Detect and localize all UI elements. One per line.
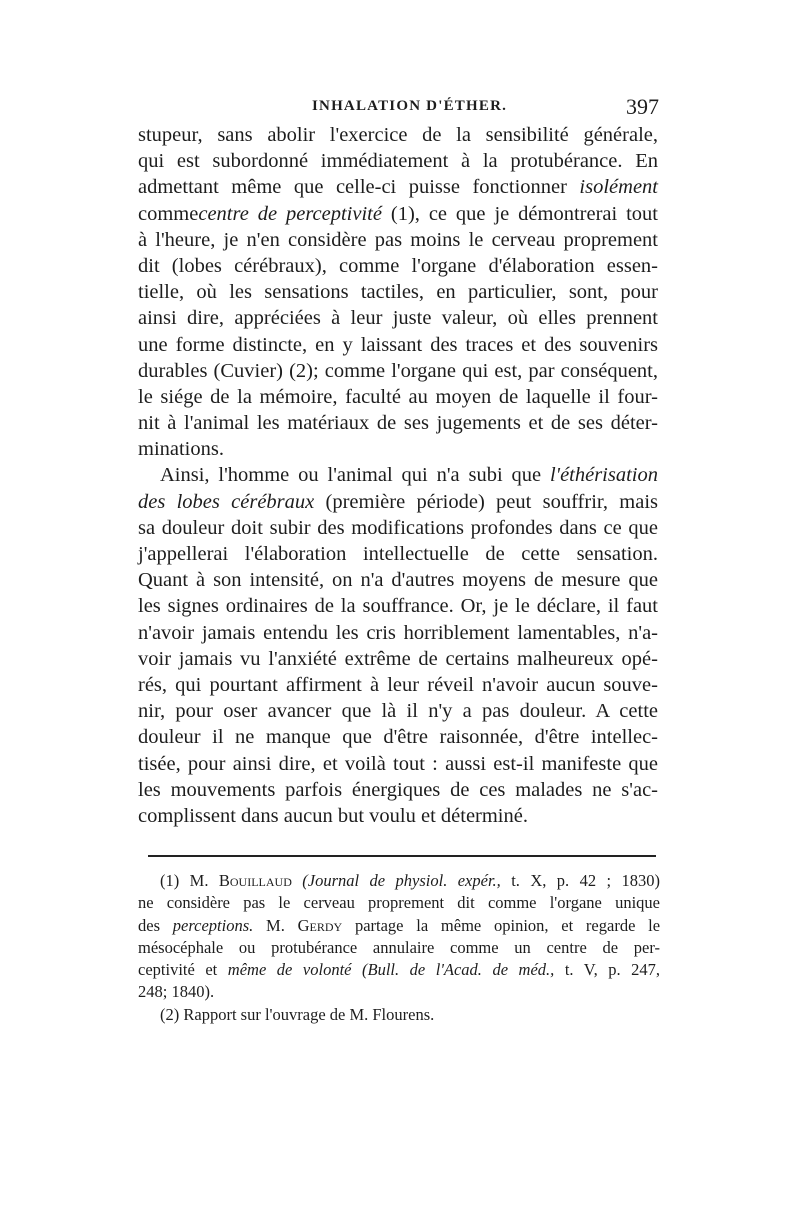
text-line: Quant à son intensité, on n'a d'autres moyens de mesure que	[138, 569, 658, 592]
text-line: sa douleur doit subir des modifications profondes dans ce que	[138, 516, 658, 539]
text-line: le siége de la mémoire, faculté au moyen de laquelle il four-	[138, 385, 658, 408]
text-line	[138, 174, 658, 200]
text-fragment: admettant même que celle-ci puisse fonctionner	[138, 176, 567, 199]
text-line	[138, 201, 658, 227]
running-title: INHALATION D'ÉTHER.	[312, 98, 508, 114]
text-line	[138, 462, 658, 488]
footnote-1-line	[138, 915, 660, 937]
text-line: n'avoir jamais entendu les cris horriblement lamentables, n'a-	[138, 621, 658, 644]
footnote-journal: (Journal de physiol. expér.,	[302, 871, 501, 890]
text-fragment: (1), ce que je démontrerai tout	[390, 202, 658, 225]
text-fragment: ceptivité et	[138, 960, 218, 980]
text-fragment: Ainsi, l'homme ou l'animal qui n'a subi que	[160, 464, 542, 487]
footnote-1-line: mésocéphale ou protubérance annulaire comme un centre de per-	[138, 937, 660, 957]
footnote-ref: t. X, p. 42 ; 1830)	[511, 871, 660, 890]
text-line: nir, pour oser avancer que là il n'y a pas douleur. A cette	[138, 700, 658, 723]
text-line: voir jamais vu l'anxiété extrême de certains malheureux opé-	[138, 647, 658, 670]
text-line: une forme distincte, en y laissant des traces et des souvenirs	[138, 333, 658, 356]
footnote-author: Gerdy	[297, 915, 343, 935]
text-line: ainsi dire, appréciées à leur juste valeur, où elles prennent	[138, 307, 658, 330]
text-fragment: t. V, p. 247,	[564, 960, 661, 980]
text-line: minations.	[138, 438, 224, 461]
footnote-1-line	[138, 959, 660, 981]
text-line: j'appellerai l'élaboration intellectuelle de cette sensation.	[138, 543, 658, 565]
footnote-marker: (1) M.	[160, 871, 209, 890]
text-line: tisée, pour ainsi dire, et voilà tout : aussi est-il manifeste que	[138, 752, 658, 775]
footnote-1-line: 248; 1840).	[138, 982, 215, 1002]
text-line: complissent dans aucun but voulu et déterminé.	[138, 804, 528, 827]
italic-centre-de-perceptivite: centre de perceptivité	[198, 202, 382, 225]
page-number: 397	[626, 94, 659, 119]
italic-lobes-cerebraux: des lobes cérébraux	[138, 490, 315, 513]
text-line: douleur il ne manque que d'être raisonnée, d'être intellec-	[138, 726, 658, 749]
text-line: rés, qui pourtant affirment à leur réveil n'avoir aucun souve-	[138, 673, 658, 696]
main-text	[138, 122, 658, 829]
footnote-italic: même de volonté (Bull. de l'Acad. de méd.,	[227, 960, 555, 980]
text-line: stupeur, sans abolir l'exercice de la sensibilité générale,	[138, 124, 658, 146]
text-line: nit à l'animal les matériaux de ses jugements et de ses déter-	[138, 412, 658, 435]
text-line	[138, 489, 658, 515]
text-fragment: (première période) peut souffrir, mais	[325, 490, 659, 513]
text-fragment: comme	[138, 202, 199, 225]
text-fragment: partage la même opinion, et regarde le	[354, 915, 661, 935]
italic-etherisation: l'éthérisation	[549, 464, 658, 487]
footnote-1-line	[138, 870, 660, 892]
text-line: tielle, où les sensations tactiles, en particulier, sont, pour	[138, 281, 658, 304]
text-fragment: M.	[266, 915, 285, 935]
text-fragment: des	[138, 915, 160, 935]
footnote-author: Bouillaud	[218, 871, 292, 890]
footnotes	[138, 870, 660, 1026]
italic-isolement: isolément	[579, 176, 658, 199]
text-line: dit (lobes cérébraux), comme l'organe d'élaboration essen-	[138, 254, 658, 277]
text-line: qui est subordonné immédiatement à la protubérance. En	[138, 150, 658, 173]
text-line: à l'heure, je n'en considère pas moins le cerveau proprement	[138, 228, 658, 251]
text-line: les signes ordinaires de la souffrance. Or, je le déclare, il faut	[138, 595, 658, 618]
footnote-divider	[148, 855, 656, 857]
text-line: les mouvements parfois énergiques de ces malades ne s'ac-	[138, 778, 658, 801]
footnote-2-line: (2) Rapport sur l'ouvrage de M. Flourens.	[160, 1004, 435, 1024]
text-line: durables (Cuvier) (2); comme l'organe qui est, par conséquent,	[138, 359, 658, 382]
footnote-1-line: ne considère pas le cerveau proprement dit comme l'organe unique	[138, 893, 660, 913]
footnote-italic: perceptions.	[172, 915, 254, 935]
